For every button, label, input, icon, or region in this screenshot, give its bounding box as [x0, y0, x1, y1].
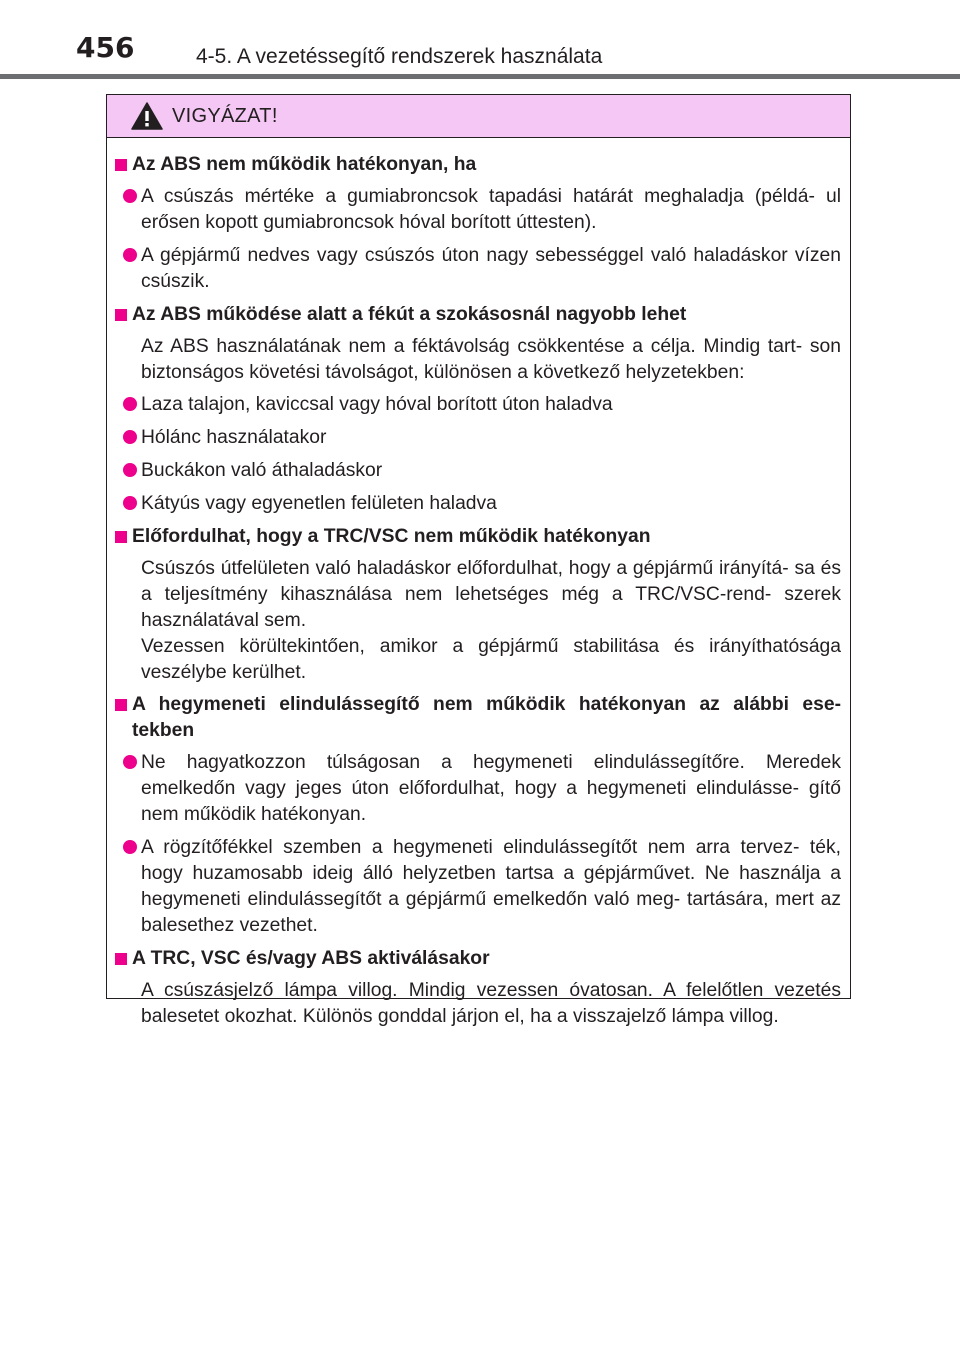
paragraph-text: Csúszós útfelületen való haladáskor előfordulhat, hogy a gépjármű irányítá- sa és a teljesítmény kihasználása nem lehetséges még a TRC/VSC-rend- szerek használatával sem.	[141, 558, 841, 631]
page-number: 456	[76, 31, 135, 64]
warning-header	[107, 95, 850, 138]
warning-box	[106, 94, 851, 1027]
section-heading-text: Előfordulhat, hogy a TRC/VSC nem működik hatékonyan	[132, 526, 651, 547]
bullet-dot-icon	[123, 463, 137, 477]
list-item	[123, 750, 841, 828]
section-heading-text: A hegymeneti elindulássegítő nem működik hatékonyan az alábbi ese- tekben	[132, 694, 841, 741]
section-heading	[114, 692, 841, 744]
bullet-dot-icon	[123, 430, 137, 444]
warning-section	[114, 946, 841, 1030]
section-heading	[114, 302, 841, 328]
warning-section	[114, 524, 841, 686]
section-paragraph	[114, 334, 841, 386]
bullet-dot-icon	[123, 840, 137, 854]
section-heading	[114, 152, 841, 178]
page-header	[0, 0, 960, 80]
section-heading	[114, 524, 841, 550]
list-item	[123, 243, 841, 295]
list-item-text: A rögzítőfékkel szemben a hegymeneti elindulássegítőt nem arra tervez- ték, hogy huzamosabb ideig álló helyzetben tartsa a gépjárművet. Ne használja a hegymeneti elindulássegítőt a gépjármű emelkedőn való meg- tartására, mert az balesethez vezethet.	[141, 837, 841, 936]
list-item-text: Kátyús vagy egyenetlen felületen haladva	[141, 493, 497, 514]
list-item-text: Hólánc használatakor	[141, 427, 327, 448]
bullet-dot-icon	[123, 248, 137, 262]
warning-section	[114, 692, 841, 939]
square-bullet-icon	[115, 159, 127, 171]
section-heading-text: Az ABS működése alatt a fékút a szokásosnál nagyobb lehet	[132, 304, 687, 325]
list-item	[123, 425, 841, 451]
section-heading-text: Az ABS nem működik hatékonyan, ha	[132, 154, 477, 175]
section-paragraph	[114, 978, 841, 1030]
list-item-text: Ne hagyatkozzon túlságosan a hegymeneti elindulássegítőre. Meredek emelkedőn vagy jeges úton előfordulhat, hogy a hegymeneti elindulásse- gítő nem működik hatékonyan.	[141, 752, 841, 825]
section-heading	[114, 946, 841, 972]
list-item	[123, 458, 841, 484]
bullet-dot-icon	[123, 496, 137, 510]
square-bullet-icon	[115, 699, 127, 711]
list-item	[123, 392, 841, 418]
paragraph-text: Az ABS használatának nem a féktávolság csökkentése a célja. Mindig tart- son biztonságos követési távolságot, különösen a következő helyzetekben:	[141, 336, 841, 383]
bullet-dot-icon	[123, 397, 137, 411]
square-bullet-icon	[115, 531, 127, 543]
paragraph-text: Vezessen körültekintően, amikor a gépjármű stabilitása és irányíthatósága veszélybe kerülhet.	[141, 636, 841, 683]
list-item	[123, 184, 841, 236]
warning-triangle-icon	[131, 102, 163, 130]
warning-content	[107, 138, 850, 1030]
warning-title: VIGYÁZAT!	[172, 105, 278, 127]
bullet-dot-icon	[123, 189, 137, 203]
warning-section	[114, 302, 841, 517]
list-item	[123, 835, 841, 939]
list-item-text: A gépjármű nedves vagy csúszós úton nagy sebességgel való haladáskor vízen csúszik.	[141, 245, 841, 292]
paragraph-text: A csúszásjelző lámpa villog. Mindig vezessen óvatosan. A felelőtlen vezetés balesetet okozhat. Különös gonddal járjon el, ha a visszajelző lámpa villog.	[141, 980, 841, 1027]
section-paragraph	[114, 556, 841, 686]
list-item-text: A csúszás mértéke a gumiabroncsok tapadási határát meghaladja (példá- ul erősen kopott gumiabroncsok hóval borított úttesten).	[141, 186, 841, 233]
list-item-text: Laza talajon, kaviccsal vagy hóval borított úton haladva	[141, 394, 613, 415]
square-bullet-icon	[115, 309, 127, 321]
bullet-dot-icon	[123, 755, 137, 769]
list-item-text: Buckákon való áthaladáskor	[141, 460, 383, 481]
square-bullet-icon	[115, 953, 127, 965]
section-title: 4-5. A vezetéssegítő rendszerek használata	[196, 45, 603, 68]
warning-section	[114, 152, 841, 295]
section-heading-text: A TRC, VSC és/vagy ABS aktiválásakor	[132, 948, 490, 969]
header-divider	[0, 74, 960, 79]
list-item	[123, 491, 841, 517]
